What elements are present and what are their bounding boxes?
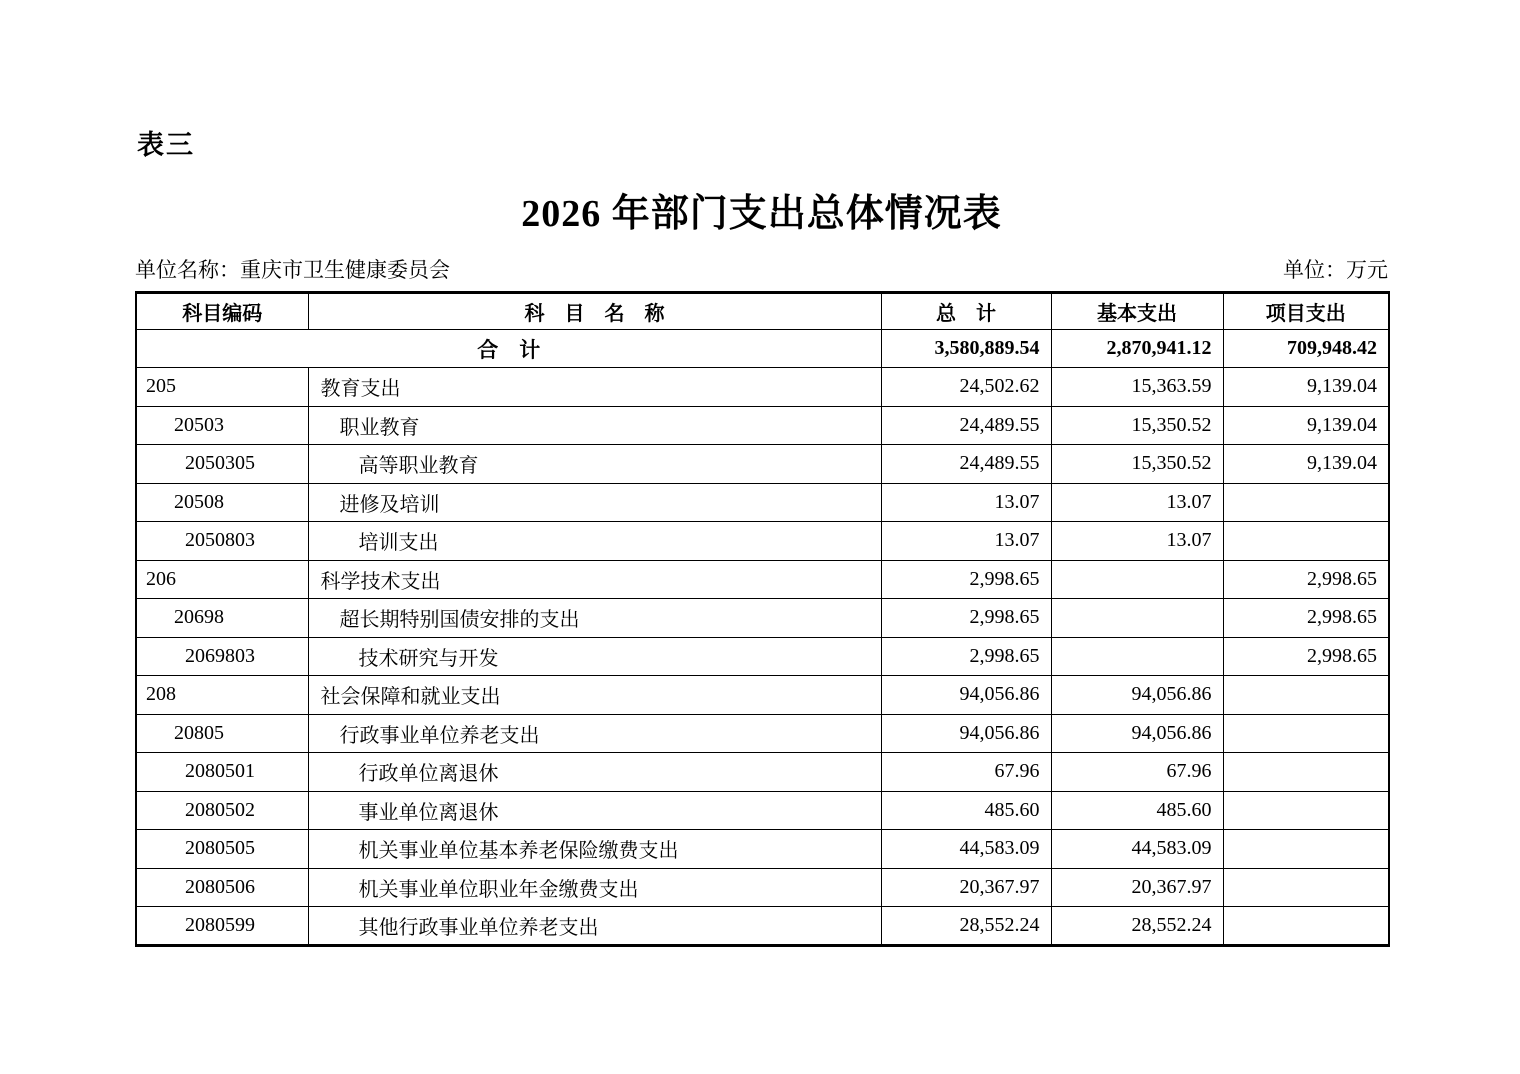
table-row <box>136 560 1389 599</box>
table-row <box>136 483 1389 522</box>
table-row <box>136 368 1389 407</box>
basic-value-cell <box>1051 599 1223 638</box>
total-value-cell: 24,489.55 <box>881 445 1051 484</box>
project-value-cell <box>1223 830 1389 869</box>
table-row <box>136 522 1389 561</box>
basic-value-cell: 13.07 <box>1051 522 1223 561</box>
column-header-total: 总 计 <box>881 293 1051 330</box>
column-header-subject-name: 科 目 名 称 <box>308 293 881 330</box>
project-value-cell <box>1223 868 1389 907</box>
project-value-cell: 2,998.65 <box>1223 560 1389 599</box>
column-header-basic-expenditure: 基本支出 <box>1051 293 1223 330</box>
basic-value-cell: 15,350.52 <box>1051 445 1223 484</box>
unit-name-label: 单位名称：重庆市卫生健康委员会 <box>135 258 450 282</box>
total-value-cell: 2,998.65 <box>881 637 1051 676</box>
grand-total-basic-value: 2,870,941.12 <box>1051 330 1223 368</box>
grand-total-project-value: 709,948.42 <box>1223 330 1389 368</box>
page-title: 2026 年部门支出总体情况表 <box>521 193 1002 235</box>
basic-value-cell: 28,552.24 <box>1051 907 1223 946</box>
project-value-cell <box>1223 791 1389 830</box>
project-value-cell <box>1223 753 1389 792</box>
subject-code-cell: 20503 <box>136 406 308 445</box>
table-row <box>136 791 1389 830</box>
total-value-cell: 13.07 <box>881 522 1051 561</box>
subject-name-cell: 科学技术支出 <box>308 560 881 599</box>
subject-name-cell: 社会保障和就业支出 <box>308 676 881 715</box>
grand-total-row <box>136 330 1389 368</box>
table-row <box>136 907 1389 946</box>
basic-value-cell: 15,363.59 <box>1051 368 1223 407</box>
total-value-cell: 2,998.65 <box>881 560 1051 599</box>
project-value-cell <box>1223 483 1389 522</box>
subject-code-cell: 2080505 <box>136 830 308 869</box>
project-value-cell <box>1223 907 1389 946</box>
total-value-cell: 44,583.09 <box>881 830 1051 869</box>
subject-code-cell: 20698 <box>136 599 308 638</box>
table-row <box>136 406 1389 445</box>
subject-code-cell: 20508 <box>136 483 308 522</box>
total-value-cell: 13.07 <box>881 483 1051 522</box>
table-row <box>136 753 1389 792</box>
grand-total-value: 3,580,889.54 <box>881 330 1051 368</box>
table-row <box>136 637 1389 676</box>
meta-line <box>135 254 1388 284</box>
subject-code-cell: 205 <box>136 368 308 407</box>
subject-code-cell: 208 <box>136 676 308 715</box>
subject-code-cell: 2080501 <box>136 753 308 792</box>
basic-value-cell: 94,056.86 <box>1051 714 1223 753</box>
project-value-cell <box>1223 676 1389 715</box>
subject-name-cell: 行政单位离退休 <box>308 753 881 792</box>
table-row <box>136 868 1389 907</box>
project-value-cell <box>1223 714 1389 753</box>
project-value-cell: 9,139.04 <box>1223 445 1389 484</box>
table-row <box>136 445 1389 484</box>
header-row <box>136 293 1389 330</box>
table-row <box>136 830 1389 869</box>
subject-code-cell: 2050305 <box>136 445 308 484</box>
basic-value-cell: 485.60 <box>1051 791 1223 830</box>
total-value-cell: 24,502.62 <box>881 368 1051 407</box>
basic-value-cell: 94,056.86 <box>1051 676 1223 715</box>
subject-code-cell: 2080506 <box>136 868 308 907</box>
subject-code-cell: 2080599 <box>136 907 308 946</box>
table-row <box>136 599 1389 638</box>
unit-measure-label: 单位：万元 <box>1283 258 1388 282</box>
total-value-cell: 94,056.86 <box>881 676 1051 715</box>
total-value-cell: 94,056.86 <box>881 714 1051 753</box>
table-header <box>136 293 1389 330</box>
subject-name-cell: 进修及培训 <box>308 483 881 522</box>
subject-code-cell: 2069803 <box>136 637 308 676</box>
project-value-cell: 9,139.04 <box>1223 406 1389 445</box>
subject-code-cell: 20805 <box>136 714 308 753</box>
subject-name-cell: 其他行政事业单位养老支出 <box>308 907 881 946</box>
basic-value-cell: 13.07 <box>1051 483 1223 522</box>
subject-code-cell: 2050803 <box>136 522 308 561</box>
table-row <box>136 676 1389 715</box>
basic-value-cell: 44,583.09 <box>1051 830 1223 869</box>
basic-value-cell: 15,350.52 <box>1051 406 1223 445</box>
project-value-cell: 9,139.04 <box>1223 368 1389 407</box>
subject-name-cell: 教育支出 <box>308 368 881 407</box>
basic-value-cell <box>1051 560 1223 599</box>
project-value-cell: 2,998.65 <box>1223 637 1389 676</box>
total-value-cell: 67.96 <box>881 753 1051 792</box>
subject-name-cell: 行政事业单位养老支出 <box>308 714 881 753</box>
table-row <box>136 714 1389 753</box>
project-value-cell: 2,998.65 <box>1223 599 1389 638</box>
subject-name-cell: 超长期特别国债安排的支出 <box>308 599 881 638</box>
total-value-cell: 2,998.65 <box>881 599 1051 638</box>
grand-total-label: 合 计 <box>136 330 881 368</box>
total-value-cell: 20,367.97 <box>881 868 1051 907</box>
subject-code-cell: 2080502 <box>136 791 308 830</box>
basic-value-cell: 20,367.97 <box>1051 868 1223 907</box>
total-value-cell: 485.60 <box>881 791 1051 830</box>
table-body <box>136 330 1389 946</box>
subject-name-cell: 机关事业单位职业年金缴费支出 <box>308 868 881 907</box>
subject-name-cell: 事业单位离退休 <box>308 791 881 830</box>
subject-name-cell: 职业教育 <box>308 406 881 445</box>
expenditure-table <box>135 291 1390 947</box>
column-header-project-expenditure: 项目支出 <box>1223 293 1389 330</box>
subject-name-cell: 培训支出 <box>308 522 881 561</box>
subject-name-cell: 技术研究与开发 <box>308 637 881 676</box>
subject-name-cell: 机关事业单位基本养老保险缴费支出 <box>308 830 881 869</box>
total-value-cell: 28,552.24 <box>881 907 1051 946</box>
column-header-subject-code: 科目编码 <box>136 293 308 330</box>
table-number-label: 表三 <box>137 130 195 160</box>
total-value-cell: 24,489.55 <box>881 406 1051 445</box>
basic-value-cell: 67.96 <box>1051 753 1223 792</box>
project-value-cell <box>1223 522 1389 561</box>
basic-value-cell <box>1051 637 1223 676</box>
subject-code-cell: 206 <box>136 560 308 599</box>
subject-name-cell: 高等职业教育 <box>308 445 881 484</box>
